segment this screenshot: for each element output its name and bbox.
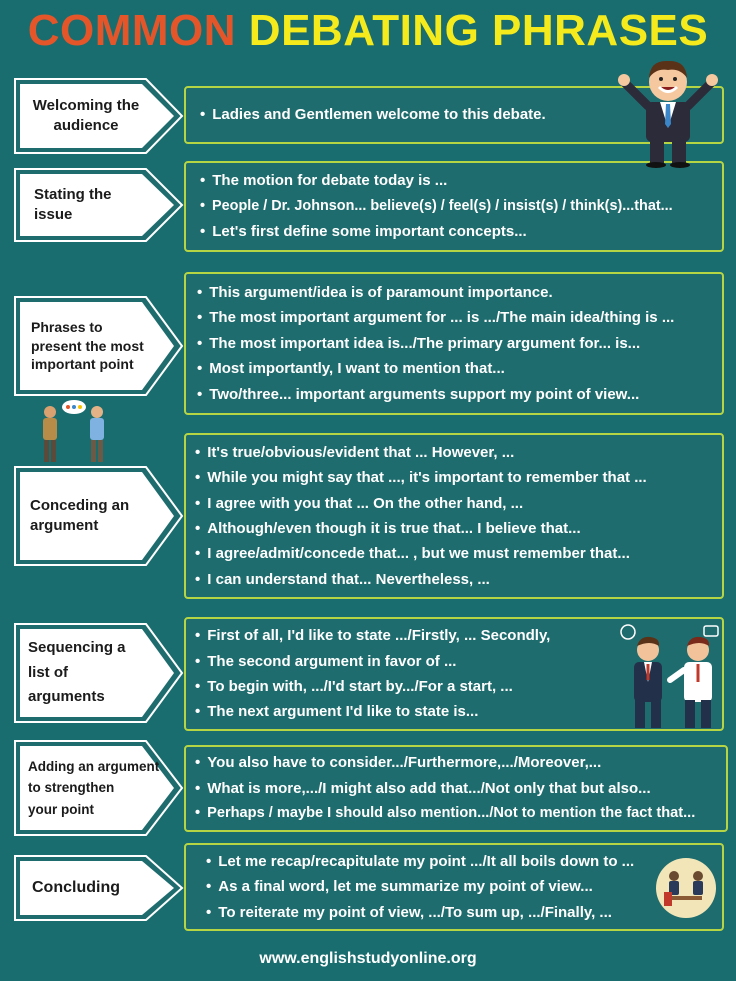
title-words-debating-phrases: DEBATING PHRASES [248,6,709,55]
phrase-item: • Most importantly, I want to mention that... [197,356,722,381]
phrase-item: • Although/even though it is true that... I believe that... [195,516,722,541]
tag-stating-issue [14,168,184,242]
tag-label-line: Concluding [32,879,120,897]
cheering-man-illustration [618,54,718,168]
tag-label-line: arguments [28,688,105,706]
phrase-item: • The second argument in favor of ... [195,649,722,674]
phrase-item: • The next argument I'd like to state is... [195,699,722,724]
meeting-room-illustration [656,852,716,922]
tag-conceding [14,466,184,566]
phrase-item: • Two/three... important arguments support my point of view... [197,382,722,407]
phrase-item: • The most important argument for ... is .../The main idea/thing is ... [197,305,722,330]
tag-label-line: audience [53,117,119,134]
phrase-box-important-point [184,272,724,415]
phrase-item: • Let's first define some important concepts... [200,219,722,244]
phrase-item: • While you might say that ..., it's important to remember that ... [195,465,722,490]
phrase-box-adding-argument [184,745,728,832]
footer-website: www.englishstudyonline.org [259,950,477,967]
tag-important-point [14,296,184,396]
phrase-item: • It's true/obvious/evident that ... However, ... [195,440,722,465]
phrase-item: • I can understand that... Nevertheless, ... [195,567,722,592]
phrase-item: • You also have to consider.../Furthermore,.../Moreover,... [195,750,726,775]
phrase-item: • Perhaps / maybe I should also mention.../Not to mention the fact that... [195,801,726,826]
phrase-box-concluding [184,843,724,931]
tag-welcoming [14,78,184,154]
tag-label-line: list of [28,663,68,681]
tag-label-line: argument [30,517,99,534]
tag-label-line: Welcoming the [32,96,140,114]
phrase-item: • I agree/admit/concede that... , but we must remember that... [195,541,722,566]
tag-label-line: Phrases to [31,318,103,335]
tag-label-line: to strengthen [28,780,115,796]
tag-label-line: Sequencing a [28,638,126,656]
tag-label-line: Stating the [34,185,112,203]
phrase-item: • To begin with, .../I'd start by.../For a start, ... [195,674,722,699]
phrase-item: • As a final word, let me summarize my point of view... [206,874,722,899]
tag-label-line: your point [28,801,94,817]
page-title [0,6,736,56]
phrase-box-conceding [184,433,724,599]
phrase-item: • The most important idea is.../The primary argument for... is... [197,331,722,356]
tag-label-line: issue [34,206,73,223]
phrase-item: • Ladies and Gentlemen welcome to this debate. [200,102,722,127]
phrase-box-stating-issue [184,161,724,252]
phrase-item: • What is more,.../I might also add that.../Not only that but also... [195,776,726,801]
phrase-item: • First of all, I'd like to state .../Firstly, ... Secondly, [195,623,722,648]
phrase-item: • This argument/idea is of paramount importance. [197,280,722,305]
phrase-item: • Let me recap/recapitulate my point .../It all boils down to ... [206,849,722,874]
phrase-item: • I agree with you that ... On the other hand, ... [195,491,722,516]
title-word-common: COMMON [27,6,237,55]
tag-adding-argument [14,740,184,836]
tag-label-line: Conceding an [30,496,130,514]
phrase-item: • People / Dr. Johnson... believe(s) / feel(s) / insist(s) / think(s)...that... [200,194,722,219]
tag-label-line: important point [31,356,134,373]
tag-sequencing [14,623,184,723]
businessmen-discussion-illustration [618,624,722,730]
phrase-item: • To reiterate my point of view, .../To sum up, .../Finally, ... [206,900,722,925]
tag-label-line: present the most [31,337,144,354]
tag-label-line: Adding an argument [28,758,160,774]
phrase-item: • The motion for debate today is ... [200,168,722,193]
tag-concluding [14,855,184,921]
two-people-talking-illustration [36,398,112,464]
